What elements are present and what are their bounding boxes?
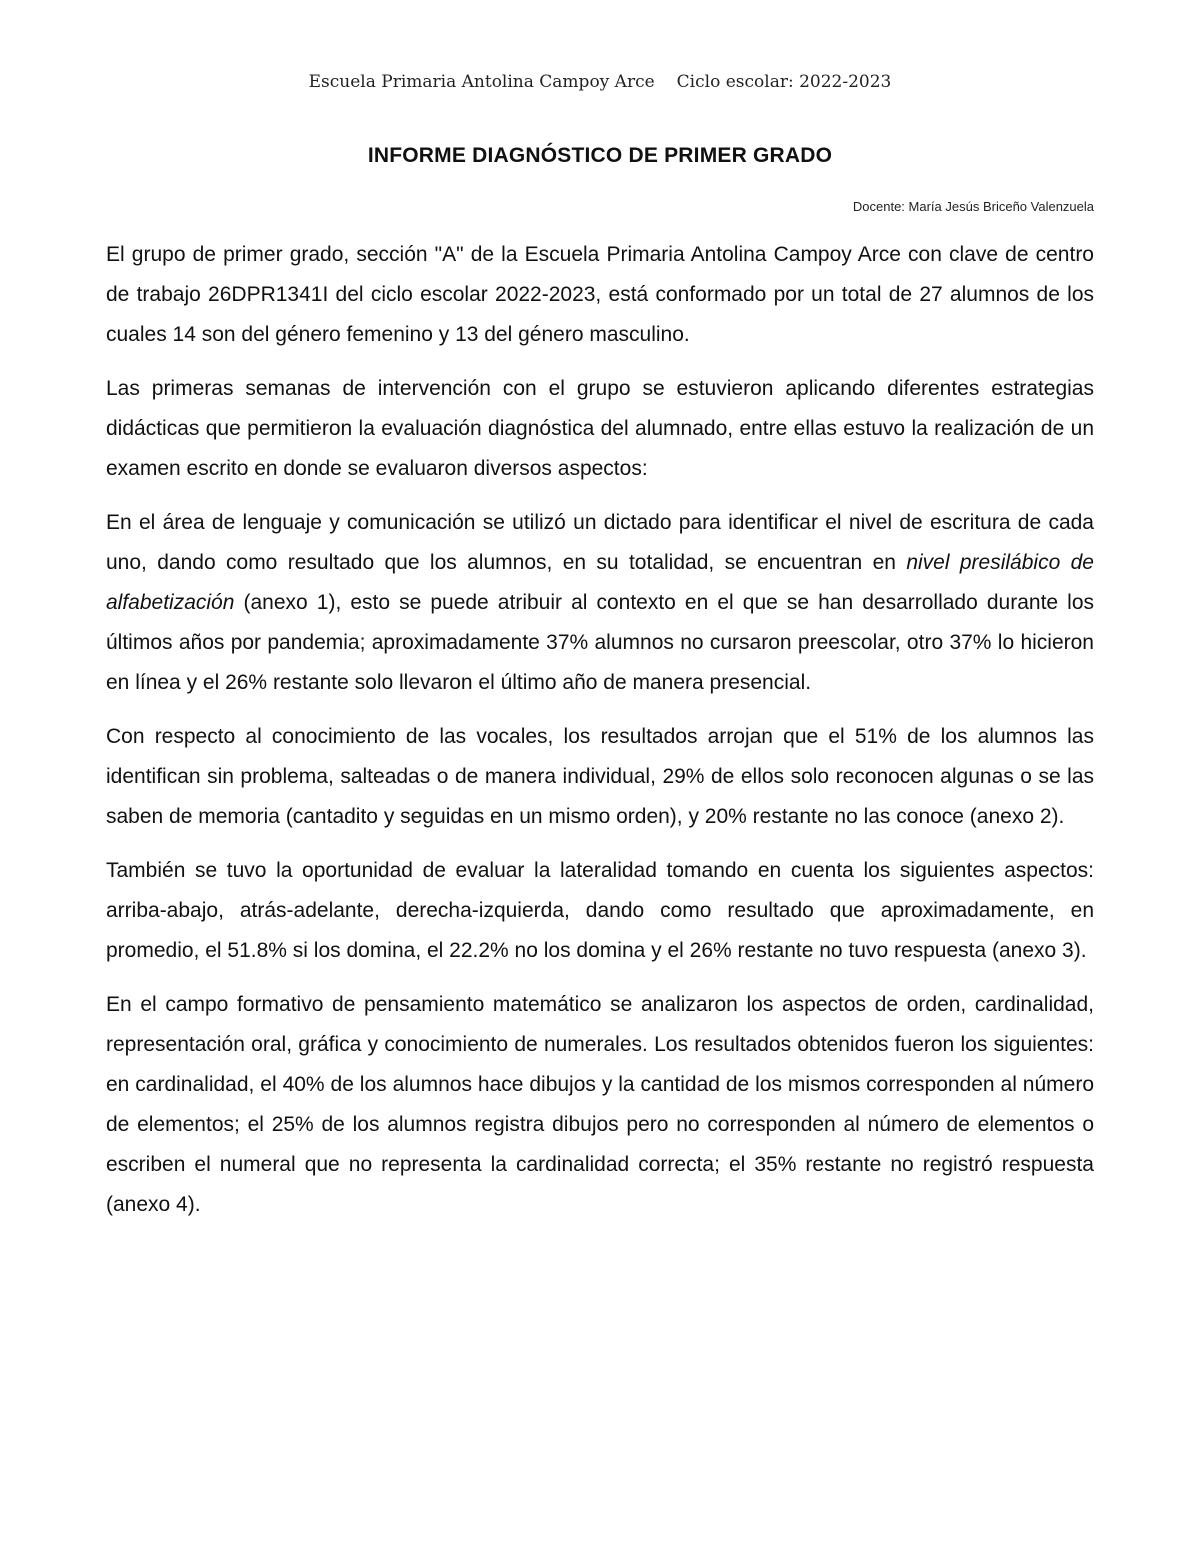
header-cycle: Ciclo escolar: 2022-2023 xyxy=(676,72,892,92)
paragraph-laterality: También se tuvo la oportunidad de evaluar la lateralidad tomando en cuenta los siguientes aspectos: arriba-abajo, atrás-adelante, derecha-izquierda, dando como resultado que aproximadamente, en promedio, el 51.8% si los domina, el 22.2% no los domina y el 26% restante no tuvo respuesta (anexo 3). xyxy=(106,859,1094,962)
paragraph-group-info: El grupo de primer grado, sección "A" de la Escuela Primaria Antolina Campoy Arce con clave de centro de trabajo 26DPR1341I del ciclo escolar 2022-2023, está conformado por un total de 27 alumnos de los cuales 14 son del género femenino y 13 del género masculino. xyxy=(106,243,1094,346)
paragraph-language-part1: En el área de lenguaje y comunicación se utilizó un dictado para identificar el nivel de escritura de cada uno, dando como resultado que los alumnos, en su totalidad, se encuentran en xyxy=(106,511,1094,574)
document-body xyxy=(106,235,1094,1239)
document-title: INFORME DIAGNÓSTICO DE PRIMER GRADO xyxy=(367,144,833,167)
paragraph-language xyxy=(106,503,1094,703)
paragraph-vowels: Con respecto al conocimiento de las vocales, los resultados arrojan que el 51% de los alumnos las identifican sin problema, salteadas o de manera individual, 29% de ellos solo reconocen algunas o se las saben de memoria (cantadito y seguidas en un mismo orden), y 20% restante no las conoce (anexo 2). xyxy=(106,725,1094,828)
paragraph-language-emphasis: nivel presilábico de alfabetización xyxy=(106,551,1094,614)
paragraph-intervention: Las primeras semanas de intervención con el grupo se estuvieron aplicando diferentes estrategias didácticas que permitieron la evaluación diagnóstica del alumnado, entre ellas estuvo la realización de un examen escrito en donde se evaluaron diversos aspectos: xyxy=(106,377,1094,480)
paragraph-language-part2: (anexo 1), esto se puede atribuir al contexto en el que se han desarrollado durante los últimos años por pandemia; aproximadamente 37% alumnos no cursaron preescolar, otro 37% lo hicieron en línea y el 26% restante solo llevaron el último año de manera presencial. xyxy=(106,591,1094,694)
page-header xyxy=(0,72,1200,92)
teacher-name: Docente: María Jesús Briceño Valenzuela xyxy=(852,199,1094,214)
paragraph-math: En el campo formativo de pensamiento matemático se analizaron los aspectos de orden, cardinalidad, representación oral, gráfica y conocimiento de numerales. Los resultados obtenidos fueron los siguientes: en cardinalidad, el 40% de los alumnos hace dibujos y la cantidad de los mismos corresponden al número de elementos; el 25% de los alumnos registra dibujos pero no corresponden al número de elementos o escriben el numeral que no representa la cardinalidad correcta; el 35% restante no registró respuesta (anexo 4). xyxy=(106,993,1094,1216)
header-school: Escuela Primaria Antolina Campoy Arce xyxy=(308,72,655,92)
